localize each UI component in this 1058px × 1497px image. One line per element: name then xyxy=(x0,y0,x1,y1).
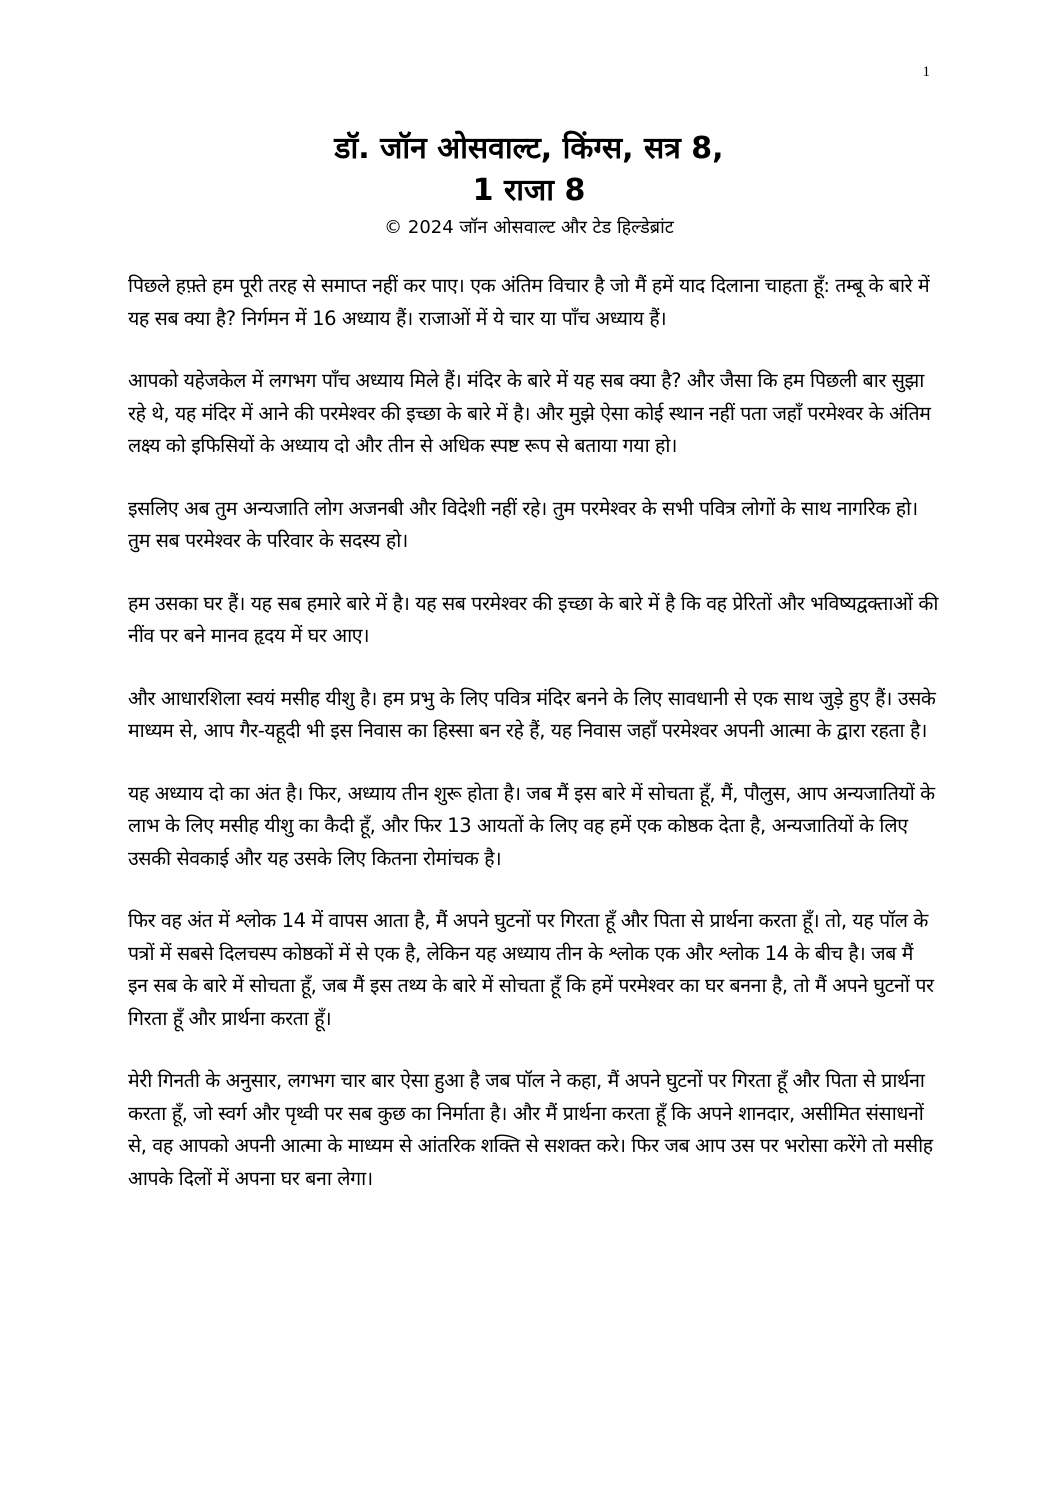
paragraph-4: हम उसका घर हैं। यह सब हमारे बारे में है। यह सब परमेश्वर की इच्छा के बारे में है कि वह प्रेरितों और भविष्यद्वक्ताओं की नींव पर बने मानव हृदय में घर आए। xyxy=(128,591,939,647)
paragraph-2: आपको यहेजकेल में लगभग पाँच अध्याय मिले हैं। मंदिर के बारे में यह सब क्या है? और जैसा कि हम पिछली बार सुझा रहे थे, यह मंदिर में आने की परमेश्वर की इच्छा के बारे में है। और मुझे ऐसा कोई स्थान नहीं पता जहाँ परमेश्वर के अंतिम लक्ष्य को इफिसियों के अध्याय दो और तीन से अधिक स्पष्ट रूप से बताया गया हो। xyxy=(128,369,931,457)
page-number: 1 xyxy=(922,64,930,80)
document-title-line-2: 1 राजा 8 xyxy=(472,173,586,208)
paragraph-6: यह अध्याय दो का अंत है। फिर, अध्याय तीन शुरू होता है। जब मैं इस बारे में सोचता हूँ, मैं, पौलुस, आप अन्यजातियों के लाभ के लिए मसीह यीशु का कैदी हूँ, और फिर 13 आयतों के लिए वह हमें एक कोष्ठक देता है, अन्यजातियों के लिए उसकी सेवकाई और यह उसके लिए कितना रोमांचक है। xyxy=(128,781,935,870)
copyright-notice: © 2024 जॉन ओसवाल्ट और टेड हिल्डेब्रांट xyxy=(384,217,674,238)
paragraph-1: पिछले हफ़्ते हम पूरी तरह से समाप्त नहीं कर पाए। एक अंतिम विचार है जो मैं हमें याद दिलाना चाहता हूँ: तम्बू के बारे में यह सब क्या है? निर्गमन में 16 अध्याय हैं। राजाओं में ये चार या पाँच अध्याय हैं। xyxy=(128,274,930,330)
document-body xyxy=(128,270,938,1225)
title-block xyxy=(0,128,1058,242)
paragraph-3: इसलिए अब तुम अन्यजाति लोग अजनबी और विदेशी नहीं रहे। तुम परमेश्वर के सभी पवित्र लोगों के साथ नागरिक हो। तुम सब परमेश्वर के परिवार के सदस्य हो। xyxy=(128,496,918,552)
paragraph-5: और आधारशिला स्वयं मसीह यीशु है। हम प्रभु के लिए पवित्र मंदिर बनने के लिए सावधानी से एक साथ जुड़े हुए हैं। उसके माध्यम से, आप गैर-यहूदी भी इस निवास का हिस्सा बन रहे हैं, यह निवास जहाँ परमेश्वर अपनी आत्मा के द्वारा रहता है। xyxy=(128,686,936,742)
paragraph-8: मेरी गिनती के अनुसार, लगभग चार बार ऐसा हुआ है जब पॉल ने कहा, मैं अपने घुटनों पर गिरता हूँ और पिता से प्रार्थना करता हूँ, जो स्वर्ग और पृथ्वी पर सब कुछ का निर्माता है। और मैं प्रार्थना करता हूँ कि अपने शानदार, असीमित संसाधनों से, वह आपको अपनी आत्मा के माध्यम से आंतरिक शक्ति से सशक्त करे। फिर जब आप उस पर भरोसा करेंगे तो मसीह आपके दिलों में अपना घर बना लेगा। xyxy=(128,1069,933,1190)
paragraph-7: फिर वह अंत में श्लोक 14 में वापस आता है, मैं अपने घुटनों पर गिरता हूँ और पिता से प्रार्थना करता हूँ। तो, यह पॉल के पत्रों में सबसे दिलचस्प कोष्ठकों में से एक है, लेकिन यह अध्याय तीन के श्लोक एक और श्लोक 14 के बीच है। जब मैं इन सब के बारे में सोचता हूँ, जब मैं इस तथ्य के बारे में सोचता हूँ कि हमें परमेश्वर का घर बनना है, तो मैं अपने घुटनों पर गिरता हूँ और प्रार्थना करता हूँ। xyxy=(128,909,934,1030)
document-title-line-1: डॉ. जॉन ओसवाल्ट, किंग्स, सत्र 8, xyxy=(334,131,724,166)
